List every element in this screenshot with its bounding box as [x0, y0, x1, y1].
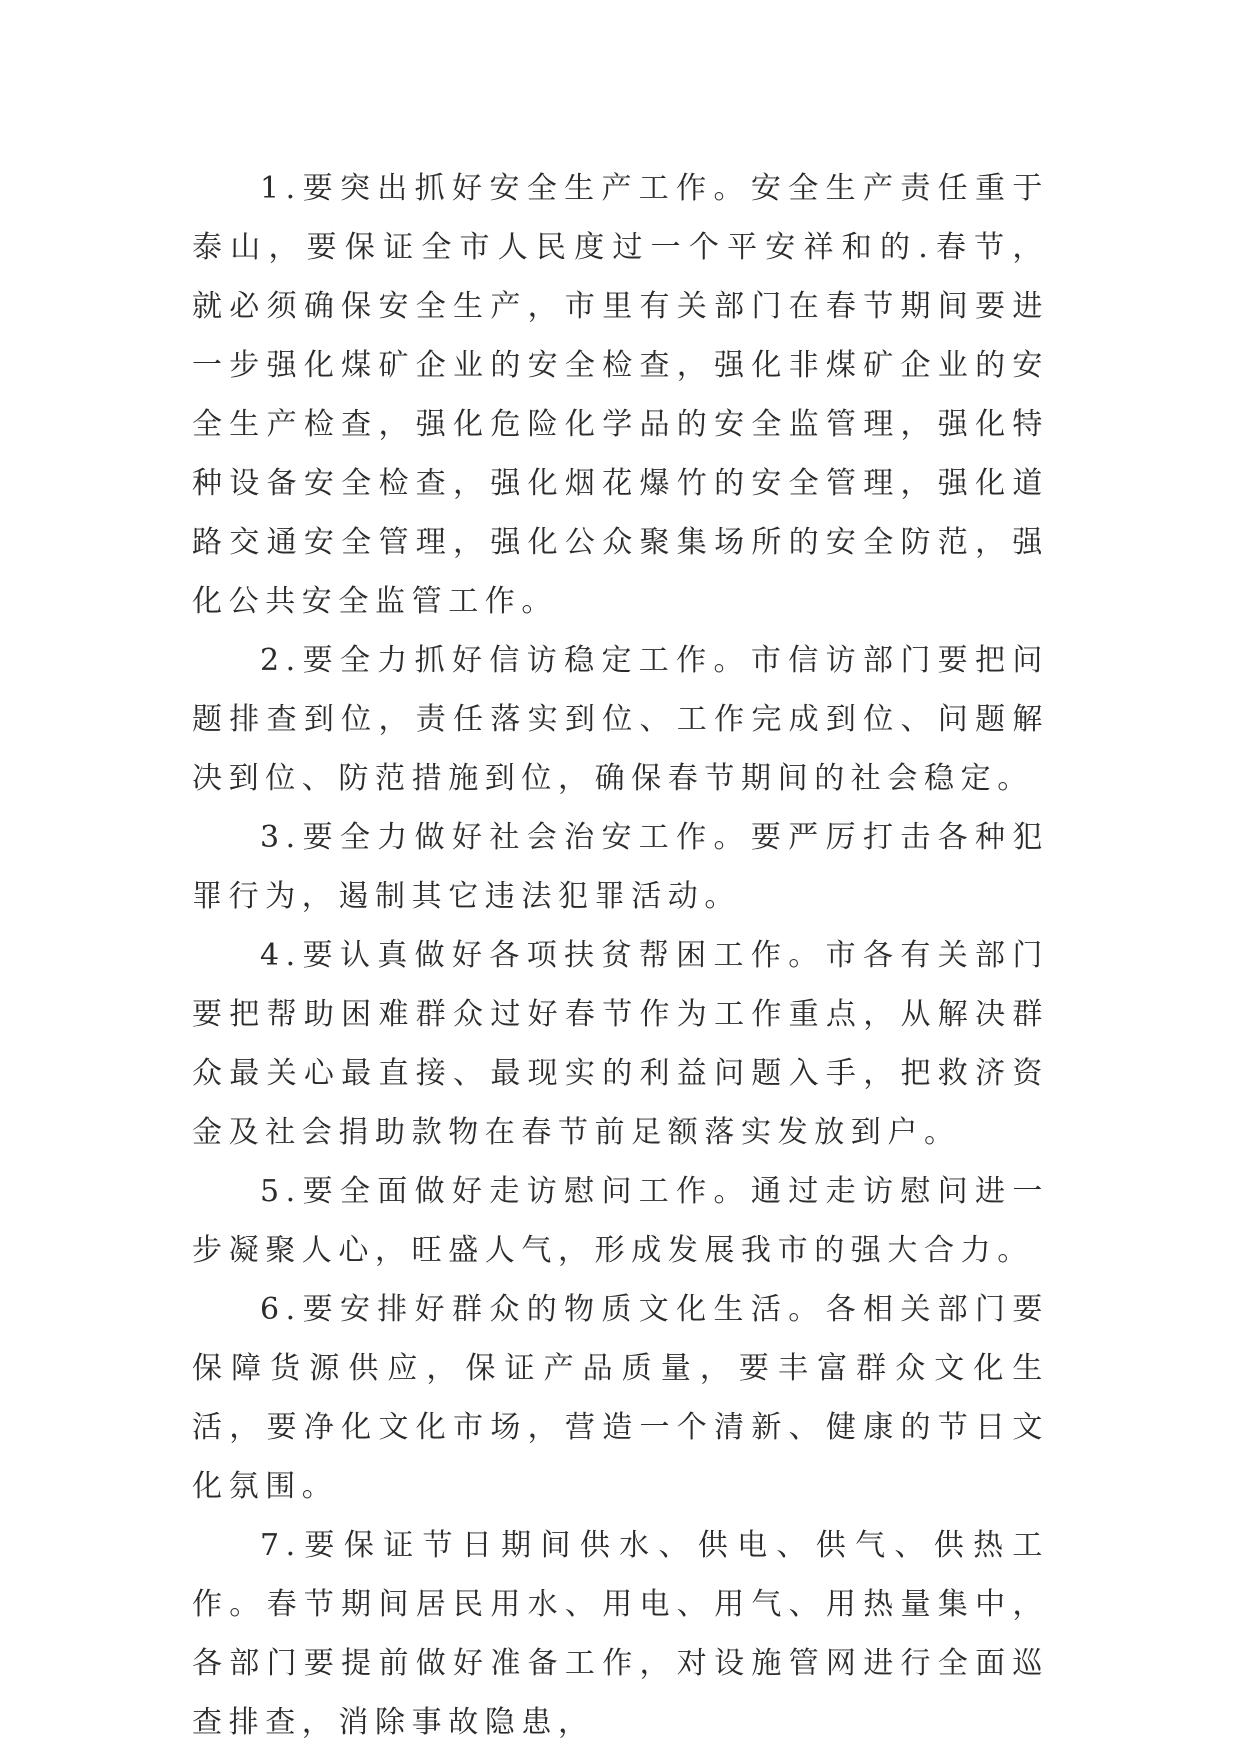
paragraph-3: 3.要全力做好社会治安工作。要严厉打击各种犯罪行为，遏制其它违法犯罪活动。	[192, 820, 1049, 914]
paragraph-2: 2.要全力抓好信访稳定工作。市信访部门要把问题排查到位，责任落实到位、工作完成到位、问题解决到位、防范措施到位，确保春节期间的社会稳定。	[192, 643, 1049, 796]
paragraph-5: 5.要全面做好走访慰问工作。通过走访慰问进一步凝聚人心，旺盛人气，形成发展我市的强大合力。	[192, 1174, 1049, 1268]
paragraph-7: 7.要保证节日期间供水、供电、供气、供热工作。春节期间居民用水、用电、用气、用热量集中，各部门要提前做好准备工作，对设施管网进行全面巡查排查，消除事故隐患，	[192, 1528, 1049, 1740]
paragraph-4: 4.要认真做好各项扶贫帮困工作。市各有关部门要把帮助困难群众过好春节作为工作重点，从解决群众最关心最直接、最现实的利益问题入手，把救济资金及社会捐助款物在春节前足额落实发放到户。	[192, 938, 1049, 1150]
paragraph-1: 1.要突出抓好安全生产工作。安全生产责任重于泰山，要保证全市人民度过一个平安祥和的.春节，就必须确保安全生产，市里有关部门在春节期间要进一步强化煤矿企业的安全检查，强化非煤矿企业的安全生产检查，强化危险化学品的安全监管理，强化特种设备安全检查，强化烟花爆竹的安全管理，强化道路交通安全管理，强化公众聚集场所的安全防范，强化公共安全监管工作。	[192, 171, 1049, 619]
document-body	[192, 159, 1049, 1752]
paragraph-6: 6.要安排好群众的物质文化生活。各相关部门要保障货源供应，保证产品质量，要丰富群众文化生活，要净化文化市场，营造一个清新、健康的节日文化氛围。	[192, 1292, 1049, 1504]
